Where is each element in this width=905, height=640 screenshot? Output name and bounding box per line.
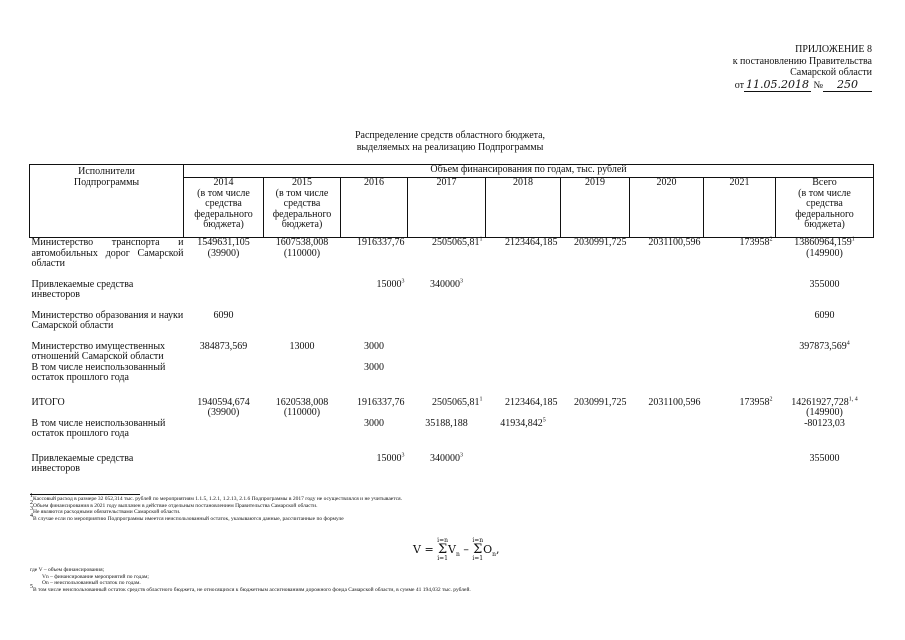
formula-lhs: V = xyxy=(413,543,434,556)
cell-value: 340000 xyxy=(430,278,460,290)
appendix-line: к постановлению Правительства xyxy=(732,55,872,67)
legend-line: где V – объем финансирования; xyxy=(30,567,105,573)
footnote-text: В том числе неиспользованный остаток средств областного бюджета, не относящихся к бюджетным ассигнованиям дорожного фонда Самарской области, в сумме 41 194,032 тыс. рублей. xyxy=(33,586,471,593)
cell xyxy=(776,398,874,419)
cell xyxy=(264,238,341,270)
year-note: (в том числе средства федерального бюджета) xyxy=(194,187,253,230)
row-label: Министерство образования и науки Самарской области xyxy=(31,309,184,331)
footnote-text: В случае если по мероприятию Подпрограммы имеется неиспользованный остаток, указываются данные, рассчитанные по формуле xyxy=(33,515,344,522)
cell-value: 355000 xyxy=(809,278,840,290)
cell-value: 35188,188 xyxy=(425,417,468,429)
cell-value: 2030991,725 xyxy=(574,396,627,408)
funding-table xyxy=(29,164,874,475)
cell-value: 6090 xyxy=(814,309,835,321)
formula-o: O xyxy=(483,543,493,556)
cell-value: 2031100,596 xyxy=(648,237,701,248)
formula-legend xyxy=(30,567,870,593)
number-handwritten: 250 xyxy=(823,78,872,92)
cell-value: 2031100,596 xyxy=(648,396,701,408)
year-note: (в том числе средства федерального бюджета) xyxy=(272,187,332,230)
title-line: Распределение средств областного бюджета, xyxy=(354,130,546,141)
cell-value: 1607538,008 xyxy=(275,237,329,248)
table-row-property-rest xyxy=(30,363,874,384)
formula-sub: n xyxy=(492,551,497,559)
cell xyxy=(408,398,486,419)
row-label: В том числе неиспользованный остаток прошлого года xyxy=(31,361,166,383)
table-row-itogo-rest xyxy=(30,419,874,440)
cell-value: 1549631,105 xyxy=(197,237,250,248)
legend-line: Vn – финансирование мероприятий по годам; xyxy=(42,573,149,580)
cell-value: 3000 xyxy=(364,417,384,429)
cell-value: 15000 xyxy=(376,452,402,464)
row-label: Министерство имущественных отношений Самарской области xyxy=(31,340,166,362)
footnote-divider xyxy=(30,494,140,495)
cell-federal: (149900) xyxy=(806,247,843,259)
footnote-text: Не являются расходными обязательствами Самарской области. xyxy=(33,509,181,515)
cell-federal: (39900) xyxy=(207,407,240,418)
cell-value: 13000 xyxy=(289,340,315,352)
cell-federal: (149900) xyxy=(806,407,843,418)
footnote-ref: 3 xyxy=(460,278,463,285)
formula-tail: , xyxy=(496,543,500,556)
footnote-ref: 3 xyxy=(460,452,463,459)
cell xyxy=(341,280,408,301)
appendix-block xyxy=(672,44,872,91)
cell xyxy=(408,280,486,301)
table-row-property xyxy=(30,342,874,363)
header-year-2020: 2020 xyxy=(630,178,704,238)
table-row-investors xyxy=(30,280,874,301)
footnote-ref: 1 xyxy=(479,236,483,243)
footnote-ref: 2 xyxy=(769,396,773,403)
header-year-2018: 2018 xyxy=(486,178,561,238)
total-label: Всего xyxy=(812,177,837,188)
date-handwritten: 11.05.2018 xyxy=(745,77,809,91)
cell-value: 13860964,159 xyxy=(794,237,852,248)
document-title xyxy=(300,130,600,153)
cell-value: 355000 xyxy=(809,452,840,464)
header-total xyxy=(776,178,874,238)
header-executors xyxy=(30,165,184,238)
footnote-ref: 5 xyxy=(542,417,546,424)
appendix-title: ПРИЛОЖЕНИЕ 8 xyxy=(795,44,872,55)
footnote-text: Объем финансирования в 2021 году выплачен в действие отдельным постановлением Правительства Самарской области. xyxy=(33,502,318,509)
cell xyxy=(408,454,486,475)
footnote-2: $^2$Объем финансирования в 2021 году выплачен в действие отдельным постановлением Правительства Самарской области. xyxy=(30,499,318,509)
cell xyxy=(776,342,874,363)
cell xyxy=(341,454,408,475)
cell-value: 1620538,008 xyxy=(275,396,329,408)
footnote-ref: 4 xyxy=(846,340,850,347)
formula xyxy=(413,538,500,562)
cell-value: 340000 xyxy=(430,452,460,464)
cell-value: 41934,842 xyxy=(500,417,543,429)
formula-v: V xyxy=(447,543,456,556)
number-prefix: № xyxy=(813,79,823,91)
cell-value: 1940594,674 xyxy=(197,396,250,408)
header-year-2017: 2017 xyxy=(408,178,486,238)
footnote-text: Кассовый расход в размере 32 052,314 тыс. рублей по мероприятиям 1.1.5, 1.2.1, 1.2.13, 2.1.6 Подпрограммы в 2017 году не осуществлялся и не учитывается. xyxy=(33,496,403,502)
cell-value: -80123,03 xyxy=(804,417,845,429)
footnote-ref: 3 xyxy=(401,452,405,459)
total-note: (в том числе средства федерального бюджета) xyxy=(795,187,854,230)
table-row-transport xyxy=(30,238,874,270)
header-year-2019: 2019 xyxy=(561,178,630,238)
row-label: Министерство транспорта и автомобильных дорог Самарской области xyxy=(31,237,184,269)
sum-symbol: i=n Σ i=1 xyxy=(437,537,448,562)
cell-value: 1916337,76 xyxy=(357,237,405,248)
year-label: 2014 xyxy=(213,177,234,188)
cell xyxy=(704,238,776,270)
header-year-2016: 2016 xyxy=(341,178,408,238)
cell-value: 173958 xyxy=(739,396,770,408)
footnotes xyxy=(30,493,870,522)
cell-value: 2030991,725 xyxy=(574,237,627,248)
footnote-5: $^5$В том числе неиспользованный остаток средств областного бюджета, не относящихся к бюджетным ассигнованиям дорожного фонда Самарской области, в сумме 41 194,032 тыс. рублей. xyxy=(30,583,471,593)
row-label: ИТОГО xyxy=(31,396,65,408)
appendix-line: Самарской области xyxy=(790,67,872,78)
cell xyxy=(184,398,264,419)
cell-value: 384873,569 xyxy=(199,340,248,352)
table-row-itogo xyxy=(30,398,874,419)
cell-value: 3000 xyxy=(364,361,384,373)
cell-value: 15000 xyxy=(376,278,402,290)
cell xyxy=(264,398,341,419)
formula-minus: – xyxy=(463,543,469,556)
sum-symbol: i=n Σ i=1 xyxy=(472,537,484,562)
footnote-ref: 3 xyxy=(401,278,405,285)
cell xyxy=(184,238,264,270)
cell-federal: (39900) xyxy=(207,247,240,259)
cell-value: 14261927,728 xyxy=(791,396,849,408)
legend-line: On – неиспользованный остаток по годам. xyxy=(42,580,141,586)
table-row-education xyxy=(30,311,874,332)
footnote-ref: 1 xyxy=(479,396,483,403)
cell-value: 2505065,81 xyxy=(432,237,480,248)
header-funding: Объем финансирования по годам, тыс. рублей xyxy=(184,165,874,178)
year-label: 2015 xyxy=(292,177,312,188)
cell-value: 397873,569 xyxy=(799,340,847,352)
header-text: Подпрограммы xyxy=(73,176,140,188)
header-year-2014 xyxy=(184,178,264,238)
header-text: Исполнители xyxy=(78,166,135,177)
footnote-1: $^1$Кассовый расход в размере 32 052,314 тыс. рублей по мероприятиям 1.1.5, 1.2.1, 1.2.13, 2.1.6 Подпрограммы в 2017 году не осуществлялся и не учитывается. xyxy=(30,493,403,502)
cell-value: 2123464,185 xyxy=(505,237,558,248)
footnote-ref: 1, 4 xyxy=(848,396,858,403)
cell xyxy=(408,238,486,270)
date-prefix: от xyxy=(734,79,744,91)
sum-upper: i=n xyxy=(472,537,484,544)
cell-federal: (110000) xyxy=(283,407,321,418)
title-line: выделяемых на реализацию Подпрограммы xyxy=(356,141,544,153)
row-label: Привлекаемые средства инвесторов xyxy=(31,452,134,474)
row-label: В том числе неиспользованный остаток прошлого года xyxy=(31,417,166,439)
cell-value: 2505065,81 xyxy=(432,396,480,408)
cell xyxy=(486,419,561,440)
header-year-2015 xyxy=(264,178,341,238)
footnote-ref: 1 xyxy=(851,236,855,243)
cell-value: 3000 xyxy=(364,340,384,352)
row-label: Привлекаемые средства инвесторов xyxy=(31,278,134,300)
footnote-ref: 2 xyxy=(769,236,773,243)
cell-value: 2123464,185 xyxy=(505,396,558,408)
cell xyxy=(704,398,776,419)
header-year-2021: 2021 xyxy=(704,178,776,238)
cell-value: 6090 xyxy=(213,309,234,321)
cell-federal: (110000) xyxy=(283,247,321,259)
sum-upper: i=n xyxy=(437,537,448,544)
sum-lower: i=1 xyxy=(437,555,448,562)
footnote-4: $^4$В случае если по мероприятию Подпрограммы имеется неиспользованный остаток, указываются данные, рассчитанные по формуле xyxy=(30,512,344,522)
cell xyxy=(776,238,874,270)
formula-sub: n xyxy=(455,551,460,559)
appendix-signature-line xyxy=(735,79,872,92)
cell-value: 173958 xyxy=(739,237,770,248)
sum-lower: i=1 xyxy=(472,555,484,562)
footnote-3: $^3$Не являются расходными обязательствами Самарской области. xyxy=(30,506,181,515)
cell-value: 1916337,76 xyxy=(357,396,405,408)
table-row-itogo-investors xyxy=(30,454,874,475)
